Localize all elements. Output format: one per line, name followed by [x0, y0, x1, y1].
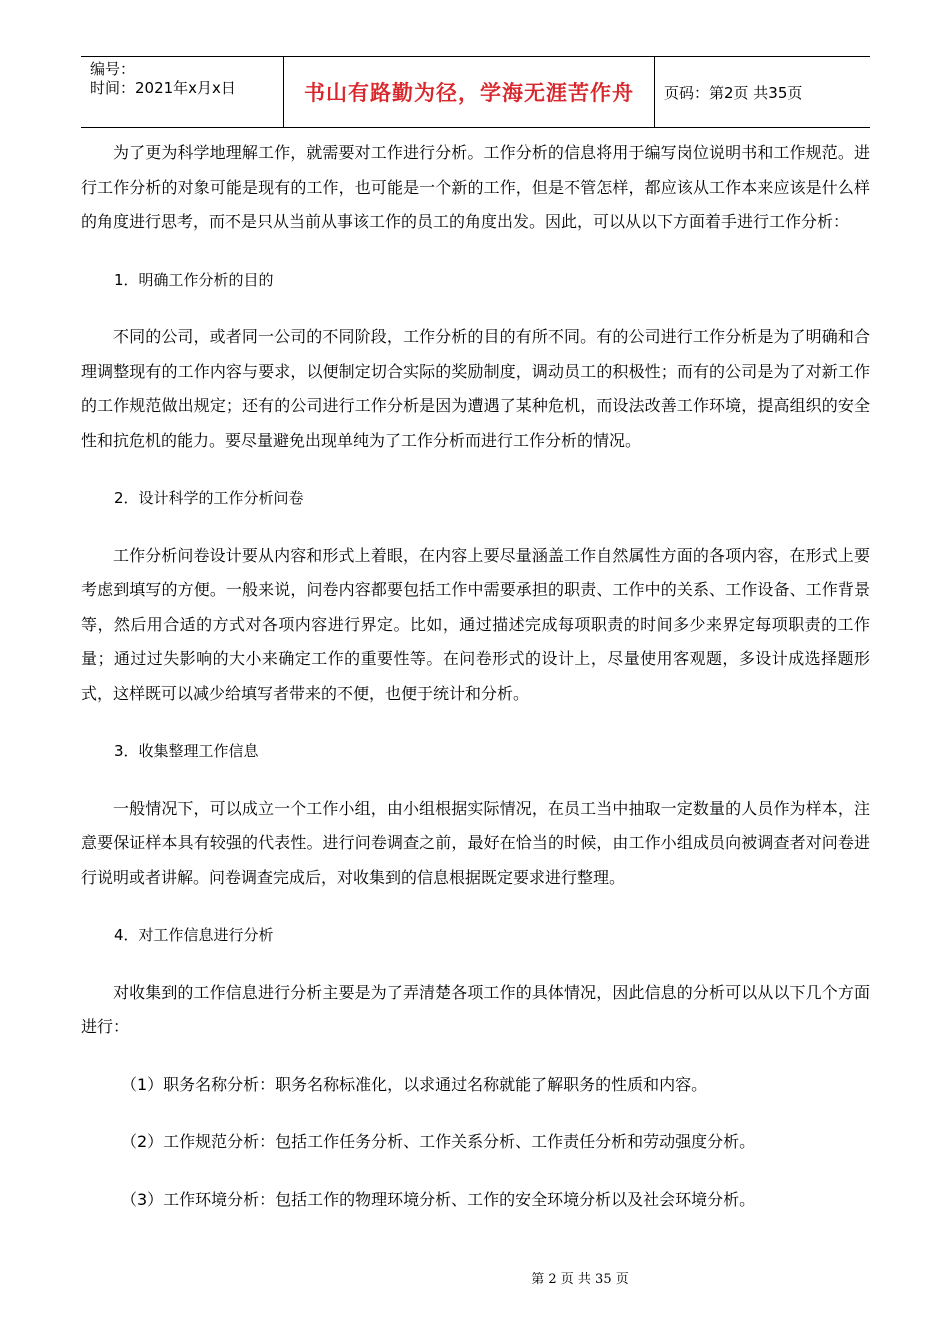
intro-paragraph: 为了更为科学地理解工作，就需要对工作进行分析。工作分析的信息将用于编写岗位说明书和工作规范。进行工作分析的对象可能是现有的工作，也可能是一个新的工作，但是不管怎样，都应该从工作本来应该是什么样的角度进行思考，而不是只从当前从事该工作的员工的角度出发。因此，可以从以下方面着手进行工作分析： — [81, 143, 870, 231]
header-page-info: 页码：第2页 共35页 — [664, 83, 803, 102]
document-number-label: 编号： — [90, 60, 136, 78]
header-meta — [81, 57, 283, 127]
analysis-item-1: （1）职务名称分析：职务名称标准化，以求通过名称就能了解职务的性质和内容。 — [121, 1074, 708, 1094]
section-paragraph-2: 工作分析问卷设计要从内容和形式上着眼，在内容上要尽量涵盖工作自然属性方面的各项内容，在形式上要考虑到填写的方便。一般来说，问卷内容都要包括工作中需要承担的职责、工作中的关系、工作设备、工作背景等，然后用合适的方式对各项内容进行界定。比如，通过描述完成每项职责的时间多少来界定每项职责的工作量；通过过失影响的大小来确定工作的重要性等。在问卷形式的设计上，尽量使用客观题，多设计成选择题形式，这样既可以减少给填写者带来的不便，也便于统计和分析。 — [81, 545, 870, 703]
section-paragraph-1: 不同的公司，或者同一公司的不同阶段，工作分析的目的有所不同。有的公司进行工作分析是为了明确和合理调整现有的工作内容与要求，以便制定切合实际的奖励制度，调动员工的积极性；而有的公司是为了对新工作的工作规范做出规定；还有的公司进行工作分析是因为遭遇了某种危机，而设法改善工作环境，提高组织的安全性和抗危机的能力。要尽量避免出现单纯为了工作分析而进行工作分析的情况。 — [81, 327, 870, 450]
section-paragraph-4: 对收集到的工作信息进行分析主要是为了弄清楚各项工作的具体情况，因此信息的分析可以从以下几个方面进行： — [81, 982, 870, 1036]
section-heading-4: 4．对工作信息进行分析 — [114, 926, 274, 944]
section-heading-2: 2．设计科学的工作分析问卷 — [114, 489, 304, 507]
section-heading-3: 3．收集整理工作信息 — [114, 742, 259, 760]
document-body — [81, 136, 870, 1217]
document-time-label: 时间：2021年x月x日 — [90, 79, 236, 97]
analysis-item-3: （3）工作环境分析：包括工作的物理环境分析、工作的安全环境分析以及社会环境分析。 — [121, 1189, 756, 1209]
section-heading-1: 1．明确工作分析的目的 — [114, 270, 274, 289]
analysis-item-2: （2）工作规范分析：包括工作任务分析、工作关系分析、工作责任分析和劳动强度分析。 — [121, 1132, 756, 1151]
header-motto: 书山有路勤为径，学海无涯苦作舟 — [283, 57, 655, 127]
page-footer: 第 2 页 共 35 页 — [531, 1272, 629, 1287]
page-header — [81, 56, 870, 128]
section-paragraph-3: 一般情况下，可以成立一个工作小组，由小组根据实际情况，在员工当中抽取一定数量的人员作为样本，注意要保证样本具有较强的代表性。进行问卷调查之前，最好在恰当的时候，由工作小组成员向被调查者对问卷进行说明或者讲解。问卷调查完成后，对收集到的信息根据既定要求进行整理。 — [81, 798, 870, 887]
